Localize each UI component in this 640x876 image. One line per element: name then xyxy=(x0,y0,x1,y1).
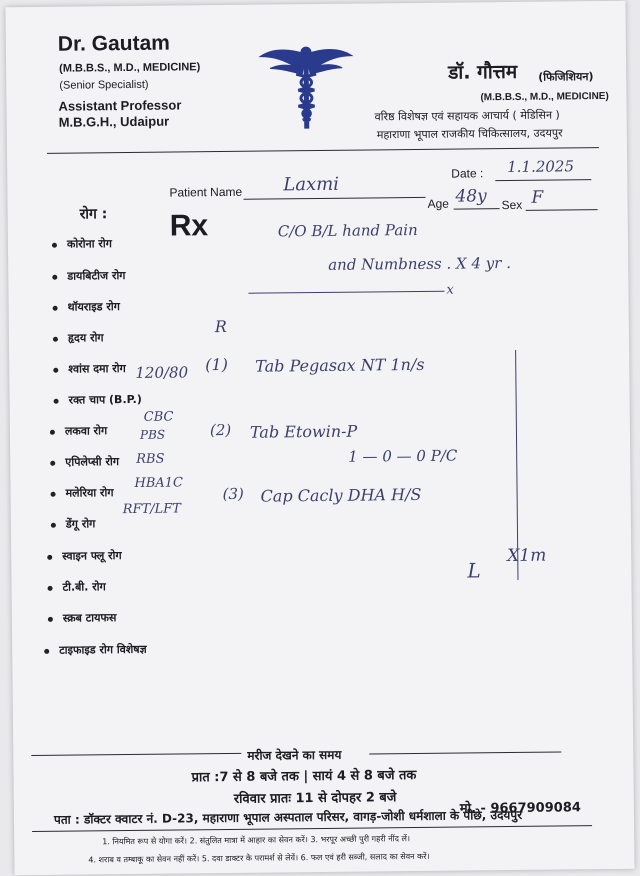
timing-line1: प्रात :7 से 8 बजे तक | सायं 4 से 8 बजे तक xyxy=(191,768,417,786)
disease-item: डेंगू रोग xyxy=(51,516,96,531)
health-notes-line1: 1. नियमित रूप से योगा करें। 2. संतुलित मात्रा में आहार का सेवन करें। 3. भरपूर अच्छी पुरी गहरी नींद लें। xyxy=(102,834,411,847)
doctor-specialty: (Senior Specialist) xyxy=(59,78,149,92)
patient-name-value: Laxmi xyxy=(283,173,340,196)
med2-number: (2) xyxy=(209,420,232,440)
disease-item: स्क्रब टायफस xyxy=(48,610,117,626)
date-label: Date : xyxy=(451,166,484,181)
duration: X1m xyxy=(507,545,547,567)
complaint-underline xyxy=(248,291,444,294)
age-line xyxy=(454,208,500,209)
disease-item: रक्त चाप (B.P.) xyxy=(54,392,142,408)
complaint-end-mark: x xyxy=(446,282,454,298)
disease-item: हृदय रोग xyxy=(53,330,104,346)
age-label: Age xyxy=(427,196,449,211)
timing-divider-left xyxy=(31,753,241,756)
timing-line2: रविवार प्रातः 11 से दोपहर 2 बजे xyxy=(233,790,397,807)
prescription-paper xyxy=(5,1,634,875)
address: पता : डॉक्टर क्वाटर नं. D-23, महाराणा भूपाल अस्पताल परिसर, वागड़-जोशी धर्मशाला के पीछे, उदयपुर xyxy=(53,807,523,827)
age-value: 48y xyxy=(455,186,487,207)
sex-line xyxy=(526,209,598,211)
header-divider xyxy=(47,147,599,154)
patient-name-line xyxy=(243,197,425,200)
disease-item: एपिलेप्सी रोग xyxy=(50,454,119,470)
caduceus-icon xyxy=(258,44,355,135)
mobile-number: मो. - 9667909084 xyxy=(459,800,581,817)
rog-heading: रोग : xyxy=(79,206,108,223)
disease-item: टाइफाइड रोग विशेषज्ञ xyxy=(44,642,147,658)
investigation-pbs: PBS xyxy=(139,427,166,442)
doctor-title-hi: (फिजिशियन) xyxy=(538,70,594,84)
doctor-degrees-hi: (M.B.B.S., M.D., MEDICINE) xyxy=(480,90,609,104)
investigation-hba1c: HBA1C xyxy=(134,475,184,491)
med2-dose: 1 — 0 — 0 P/C xyxy=(348,446,458,466)
timing-heading: मरीज देखने का समय xyxy=(247,747,342,763)
disease-item: श्वांस दमा रोग xyxy=(53,361,126,377)
disease-item: टी.बी. रोग xyxy=(47,579,105,595)
doctor-name-hi: डॉ. गौत्तम xyxy=(448,60,518,84)
disease-item: कोरोना रोग xyxy=(52,236,112,252)
disease-item: स्वाइन फ्लू रोग xyxy=(47,548,122,564)
doctor-hospital-hi: महाराणा भूपाल राजकीय चिकित्सालय, उदयपुर xyxy=(376,126,563,142)
complaint-line1: C/O B/L hand Pain xyxy=(277,220,418,241)
timing-divider-right xyxy=(369,751,561,754)
date-value: 1.1.2025 xyxy=(507,157,575,177)
health-notes-line2: 4. शराब व तम्बाकू का सेवन नहीं करें। 5. दवा डाक्टर के परामर्श से लेवें। 6. फल एवं हरी सब्जी, सलाद का सेवन करें। xyxy=(88,851,430,865)
doctor-degrees-en: (M.B.B.S., M.D., MEDICINE) xyxy=(59,61,201,75)
med3: Cap Cacly DHA H/S xyxy=(260,484,422,506)
handwritten-mark: R xyxy=(214,316,227,337)
doctor-designation-hi: वरिष्ठ विशेषज्ञ एवं सहायक आचार्य ( मेडिसिन ) xyxy=(374,108,560,124)
rx-symbol: Rx xyxy=(169,209,209,243)
disease-item: लकवा रोग xyxy=(50,423,107,439)
bp-value: 120/80 xyxy=(135,363,189,382)
doctor-position: Assistant Professor xyxy=(58,97,182,114)
investigation-rbs: RBS xyxy=(136,451,165,467)
disease-item: मलेरिया रोग xyxy=(50,485,113,501)
med1: Tab Pegasax NT 1n/s xyxy=(255,354,425,376)
disease-item: थॉयराइड रोग xyxy=(53,299,120,315)
sex-value: F xyxy=(531,187,544,208)
sex-label: Sex xyxy=(501,197,523,213)
doctor-name-en: Dr. Gautam xyxy=(57,31,171,56)
patient-name-label: Patient Name xyxy=(169,184,243,200)
date-line xyxy=(495,179,591,181)
duration-mark: L xyxy=(467,558,481,583)
med2: Tab Etowin-P xyxy=(249,421,358,442)
med1-number: (1) xyxy=(205,354,228,375)
investigation-cbc: CBC xyxy=(143,409,174,425)
investigation-rft-lft: RFT/LFT xyxy=(122,501,182,518)
disease-item: डायबिटीज रोग xyxy=(52,268,125,284)
med3-number: (3) xyxy=(222,484,244,504)
doctor-hospital-en: M.B.G.H., Udaipur xyxy=(58,113,170,130)
complaint-line2: and Numbness . X 4 yr . xyxy=(328,253,512,274)
